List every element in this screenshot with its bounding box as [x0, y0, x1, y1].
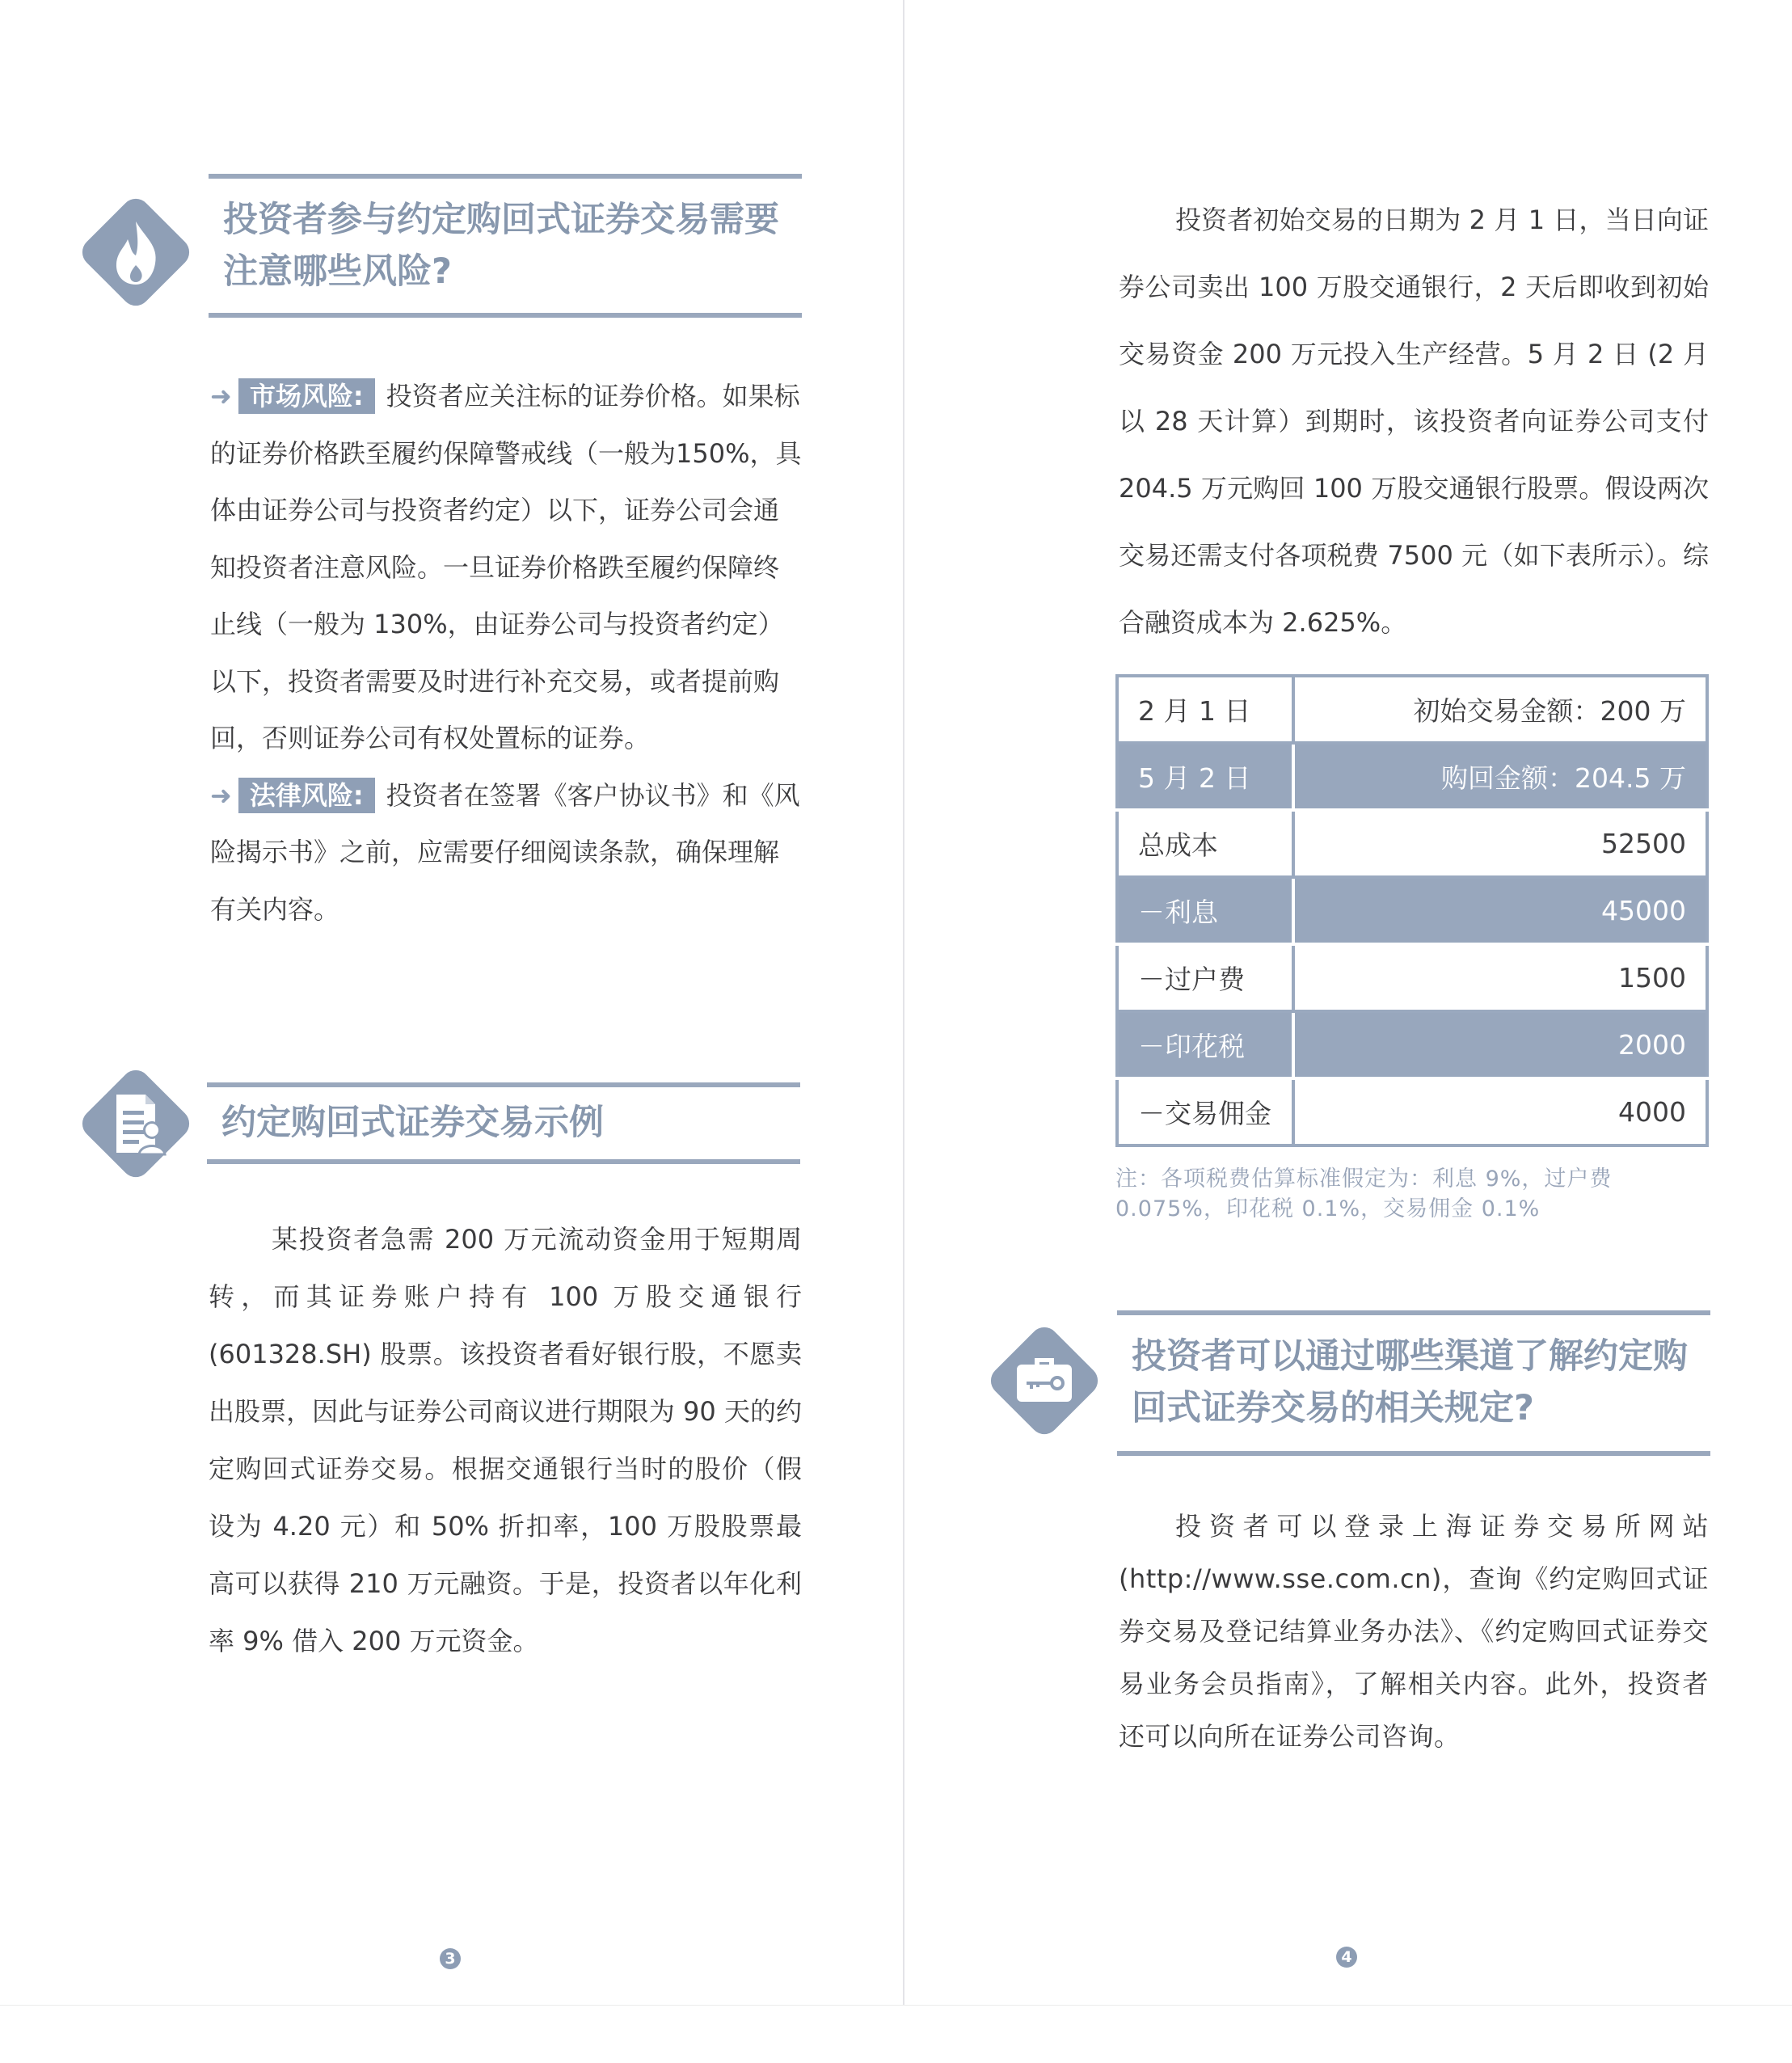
section-example-heading — [207, 1082, 800, 1164]
table-cell-value: 52500 — [1293, 810, 1707, 877]
legal-risk-text: 投资者在签署《客户协议书》和《风险揭示书》之前，应需要仔细阅读条款，确保理解有关内容。 — [210, 779, 800, 925]
heading-rule-top — [1117, 1310, 1710, 1315]
document-person-icon — [71, 1059, 200, 1188]
table-row — [1117, 877, 1707, 944]
table-cell-value: 购回金额：204.5 万 — [1293, 743, 1707, 810]
table-cell-key: 总成本 — [1117, 810, 1293, 877]
fire-icon — [71, 188, 200, 317]
market-risk-text: 投资者应关注标的证券价格。如果标的证券价格跌至履约保障警戒线（一般为150%，具体由证券公司与投资者约定）以下，证券公司会通知投资者注意风险。一旦证券价格跌至履约保障终止线（一般为 130%，由证券公司与投资者约定）以下，投资者需要及时进行补充交易，或者提前购回，否则证券公司有权处置标的证券。 — [210, 381, 802, 753]
market-risk-label: 市场风险: — [238, 378, 375, 414]
table-row — [1117, 810, 1707, 877]
table-cell-value: 4000 — [1293, 1078, 1707, 1145]
table-footnote: 注：各项税费估算标准假定为：利息 9%，过户费 0.075%，印花税 0.1%，交易佣金 0.1% — [1115, 1167, 1613, 1221]
heading-rule-top — [209, 174, 802, 179]
section-risks-title: 投资者参与约定购回式证券交易需要注意哪些风险? — [223, 200, 779, 292]
arrow-right-icon: ➜ — [210, 779, 232, 811]
channels-text: 投资者可以登录上海证券交易所网站 (http://www.sse.com.cn)，查询《约定购回式证券交易及登记结算业务办法》、《约定购回式证券交易业务会员指南》，了解相关内容。此外，投资者还可以向所在证券公司咨询。 — [1119, 1511, 1709, 1752]
page-number-left: 3 — [440, 1948, 461, 1969]
section-risks-heading — [209, 174, 802, 318]
example-continued-text: 投资者初始交易的日期为 2 月 1 日，当日向证券公司卖出 100 万股交通银行，2 天后即收到初始交易资金 200 万元投入生产经营。5 月 2 日 (2 月以 28 天计算）到期时，该投资者向证券公司支付 204.5 万元购回 100 万股交通银行股票。假设两次交易还需支付各项税费 7500 元（如下表所示）。综合融资成本为 2.625%。 — [1119, 205, 1709, 638]
heading-rule-bottom — [207, 1159, 800, 1164]
table-row — [1117, 1078, 1707, 1145]
heading-rule-bottom — [209, 313, 802, 318]
table-row — [1117, 1011, 1707, 1078]
bottom-margin — [0, 2005, 1792, 2063]
section-channels-title: 投资者可以通过哪些渠道了解约定购回式证券交易的相关规定? — [1132, 1336, 1688, 1428]
table-cell-key: 5 月 2 日 — [1117, 743, 1293, 810]
example-text: 某投资者急需 200 万元流动资金用于短期周转，而其证券账户持有 100 万股交通银行(601328.SH) 股票。该投资者看好银行股，不愿卖出股票，因此与证券公司商议进行期限为 90 天的约定购回式证券交易。根据交通银行当时的股价（假设为 4.20 元）和 50% 折扣率，100 万股股票最高可以获得 210 万元融资。于是，投资者以年化利率 9% 借入 200 万元资金。 — [209, 1224, 802, 1656]
table-cell-value: 2000 — [1293, 1011, 1707, 1078]
table-cell-key: －交易佣金 — [1117, 1078, 1293, 1145]
table-cell-key: －利息 — [1117, 877, 1293, 944]
table-cell-value: 1500 — [1293, 944, 1707, 1011]
table-row — [1117, 743, 1707, 810]
table-cell-key: －过户费 — [1117, 944, 1293, 1011]
heading-rule-top — [207, 1082, 800, 1087]
table-row — [1117, 676, 1707, 743]
table-cell-key: 2 月 1 日 — [1117, 676, 1293, 743]
table-cell-value: 45000 — [1293, 877, 1707, 944]
section-channels-heading — [1117, 1310, 1710, 1456]
example-body — [209, 1211, 802, 1670]
example-continued-body — [1119, 187, 1709, 656]
cost-table — [1115, 674, 1709, 1147]
risks-body — [210, 368, 802, 938]
table-row — [1117, 944, 1707, 1011]
channels-body — [1119, 1500, 1709, 1763]
page-number-right: 4 — [1336, 1947, 1357, 1968]
heading-rule-bottom — [1117, 1451, 1710, 1456]
section-example-title: 约定购回式证券交易示例 — [221, 1103, 604, 1143]
briefcase-key-icon — [980, 1316, 1109, 1445]
legal-risk-label: 法律风险: — [238, 778, 375, 813]
arrow-right-icon: ➜ — [210, 381, 232, 411]
table-cell-key: －印花税 — [1117, 1011, 1293, 1078]
table-cell-value: 初始交易金额：200 万 — [1293, 676, 1707, 743]
